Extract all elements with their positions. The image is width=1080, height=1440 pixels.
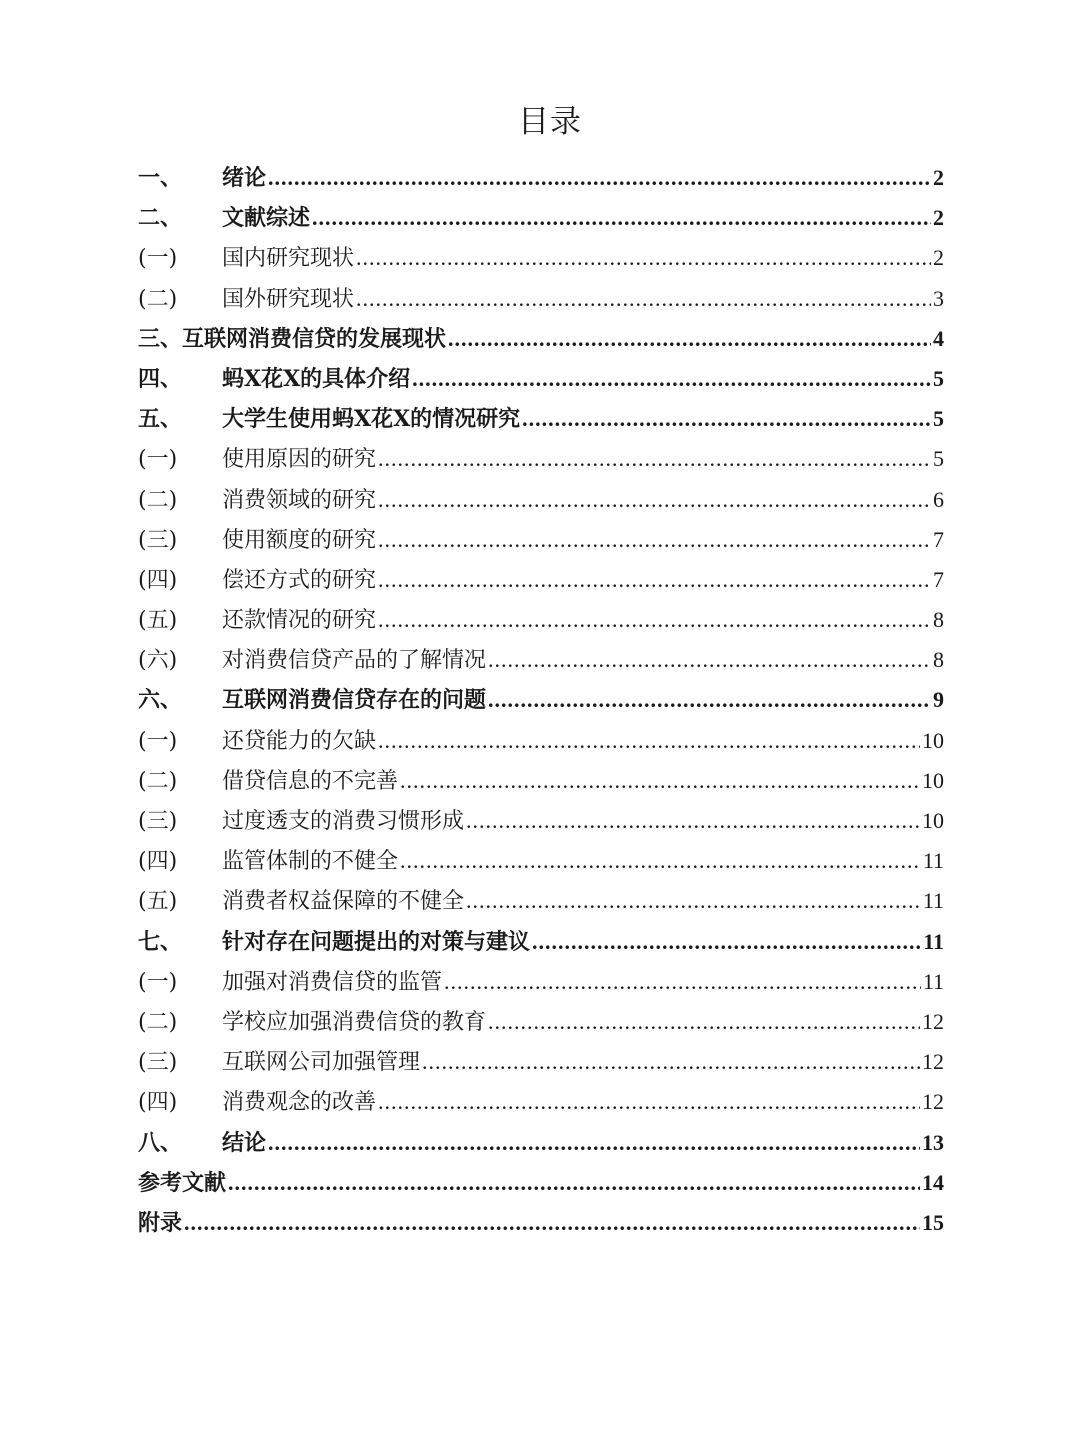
toc-entry-number: (六) [138, 648, 178, 674]
toc-entry-number: (三) [138, 1050, 178, 1076]
toc-dot-leader [488, 680, 931, 720]
toc-entry[interactable] [138, 480, 944, 520]
toc-entry[interactable] [138, 520, 944, 560]
toc-entry-page: 5 [933, 365, 944, 391]
toc-dot-leader [444, 962, 921, 1002]
toc-entry-title: 加强对消费信贷的监管 [222, 969, 443, 995]
toc-entry[interactable] [138, 238, 944, 278]
toc-entry[interactable] [138, 399, 944, 439]
toc-dot-leader [378, 1082, 920, 1122]
toc-entry[interactable] [138, 600, 944, 640]
toc-dot-leader [312, 198, 931, 238]
toc-entry-number: (三) [138, 527, 178, 553]
toc-entry-title: 消费者权益保障的不健全 [222, 889, 465, 915]
toc-entry-title: 附录 [138, 1209, 183, 1236]
toc-dot-leader [184, 1203, 920, 1243]
toc-entry-page: 14 [922, 1169, 944, 1195]
toc-entry-page: 2 [933, 245, 944, 271]
toc-entry-page: 11 [922, 888, 944, 914]
toc-entry-page: 10 [922, 727, 944, 753]
toc-entry-title: 消费领域的研究 [222, 487, 377, 513]
toc-entry-title: 三、互联网消费信贷的发展现状 [138, 325, 447, 352]
toc-entry[interactable] [138, 198, 944, 238]
toc-entry-title: 蚂X花X的具体介绍 [222, 365, 411, 392]
toc-entry-number: (四) [138, 567, 178, 593]
toc-dot-leader [522, 399, 931, 439]
toc-entry-title: 参考文献 [138, 1169, 227, 1196]
toc-entry[interactable] [138, 1082, 944, 1122]
toc-entry-number: (四) [138, 1090, 178, 1116]
toc-dot-leader [228, 1163, 920, 1203]
toc-entry-number: (一) [138, 246, 178, 272]
toc-dot-leader [488, 1002, 920, 1042]
toc-entry[interactable] [138, 158, 944, 198]
toc-entry-number: (二) [138, 487, 178, 513]
toc-entry-page: 10 [922, 767, 944, 793]
toc-entry-title: 使用原因的研究 [222, 447, 377, 473]
toc-entry[interactable] [138, 1002, 944, 1042]
toc-entry-number: (五) [138, 889, 178, 915]
toc-entry-page: 15 [922, 1209, 944, 1235]
toc-dot-leader [378, 721, 920, 761]
toc-dot-leader [400, 841, 921, 881]
toc-entry[interactable] [138, 962, 944, 1002]
toc-entry[interactable] [138, 721, 944, 761]
toc-entry-title: 还贷能力的欠缺 [222, 728, 377, 754]
toc-entry-number: 八、 [138, 1129, 183, 1156]
toc-entry-page: 11 [923, 928, 944, 954]
toc-entry-number: (五) [138, 608, 178, 634]
toc-entry-page: 6 [933, 486, 944, 512]
toc-entry-title: 过度透支的消费习惯形成 [222, 809, 465, 834]
toc-dot-leader [378, 560, 931, 600]
toc-entry[interactable] [138, 922, 944, 962]
toc-dot-leader [378, 600, 931, 640]
toc-entry-number: 六、 [138, 687, 183, 714]
toc-entry-number: 五、 [138, 406, 183, 433]
toc-entry-page: 5 [933, 406, 944, 432]
toc-dot-leader [268, 1123, 920, 1163]
toc-dot-leader [466, 881, 921, 921]
toc-dot-leader [356, 238, 931, 278]
toc-entry-title: 消费观念的改善 [222, 1090, 377, 1116]
toc-entry-page: 12 [922, 1089, 944, 1115]
toc-entry-page: 11 [922, 848, 944, 874]
toc-entry-title: 针对存在问题提出的对策与建议 [222, 928, 531, 955]
toc-list [138, 158, 944, 1243]
toc-entry[interactable] [138, 279, 944, 319]
toc-dot-leader [466, 801, 920, 841]
toc-entry-page: 3 [933, 285, 944, 311]
toc-entry-page: 13 [922, 1129, 944, 1155]
toc-entry-page: 12 [922, 1008, 944, 1034]
toc-entry-page: 2 [933, 205, 944, 231]
toc-entry-page: 11 [922, 968, 944, 994]
toc-dot-leader [448, 319, 931, 359]
toc-entry-number: (二) [138, 286, 178, 312]
toc-entry-title: 还款情况的研究 [222, 608, 377, 634]
toc-entry-title: 使用额度的研究 [222, 527, 377, 553]
toc-entry-number: 二、 [138, 205, 183, 232]
toc-entry-number: (二) [138, 768, 178, 794]
toc-entry-number: (三) [138, 809, 178, 834]
toc-entry-page: 2 [933, 165, 944, 190]
toc-entry[interactable] [138, 1163, 944, 1203]
toc-entry-number: (四) [138, 849, 178, 875]
toc-entry-number: 七、 [138, 928, 183, 955]
toc-dot-leader [356, 279, 931, 319]
toc-entry[interactable] [138, 1123, 944, 1163]
toc-entry-title: 互联网公司加强管理 [222, 1050, 421, 1076]
toc-dot-leader [422, 1042, 920, 1082]
toc-entry-page: 10 [922, 808, 944, 833]
toc-dot-leader [378, 480, 931, 520]
toc-dot-leader [412, 359, 931, 399]
toc-entry-page: 9 [933, 687, 944, 713]
toc-entry[interactable] [138, 319, 944, 359]
toc-entry-title: 国外研究现状 [222, 286, 355, 312]
toc-entry-title: 监管体制的不健全 [222, 849, 399, 875]
toc-entry-number: (一) [138, 969, 178, 995]
toc-entry-title: 结论 [222, 1129, 267, 1156]
toc-entry[interactable] [138, 560, 944, 600]
toc-entry-number: (一) [138, 728, 178, 754]
toc-entry-number: (二) [138, 1009, 178, 1035]
toc-entry-number: 一、 [138, 165, 183, 191]
toc-entry[interactable] [138, 1042, 944, 1082]
toc-dot-leader [378, 520, 931, 560]
toc-entry[interactable] [138, 439, 944, 479]
toc-entry-page: 8 [933, 607, 944, 633]
toc-entry-number: (一) [138, 447, 178, 473]
toc-entry-number: 四、 [138, 365, 183, 392]
toc-entry-title: 偿还方式的研究 [222, 567, 377, 593]
toc-entry-title: 借贷信息的不完善 [222, 768, 399, 794]
toc-entry[interactable] [138, 680, 944, 720]
toc-entry-title: 大学生使用蚂X花X的情况研究 [222, 406, 521, 433]
toc-dot-leader [532, 922, 921, 962]
toc-entry-title: 对消费信贷产品的了解情况 [222, 648, 487, 674]
toc-dot-leader [488, 640, 931, 680]
toc-entry-page: 12 [922, 1049, 944, 1075]
toc-entry[interactable] [138, 640, 944, 680]
toc-entry-title: 国内研究现状 [222, 246, 355, 272]
toc-entry[interactable] [138, 359, 944, 399]
toc-entry[interactable] [138, 801, 944, 841]
toc-entry[interactable] [138, 881, 944, 921]
toc-dot-leader [400, 761, 920, 801]
toc-entry[interactable] [138, 841, 944, 881]
page-title: 目录 [518, 104, 582, 140]
toc-entry-title: 绪论 [222, 165, 267, 191]
toc-entry-title: 学校应加强消费信贷的教育 [222, 1009, 487, 1035]
toc-entry-page: 7 [933, 526, 944, 552]
toc-entry-title: 互联网消费信贷存在的问题 [222, 687, 487, 714]
toc-entry-page: 4 [933, 325, 944, 351]
toc-entry-page: 8 [933, 647, 944, 673]
toc-entry[interactable] [138, 1203, 944, 1243]
toc-entry-title: 文献综述 [222, 205, 311, 232]
toc-dot-leader [378, 439, 931, 479]
toc-dot-leader [268, 158, 931, 198]
toc-entry-page: 5 [933, 446, 944, 472]
toc-entry-page: 7 [933, 566, 944, 592]
toc-entry[interactable] [138, 761, 944, 801]
